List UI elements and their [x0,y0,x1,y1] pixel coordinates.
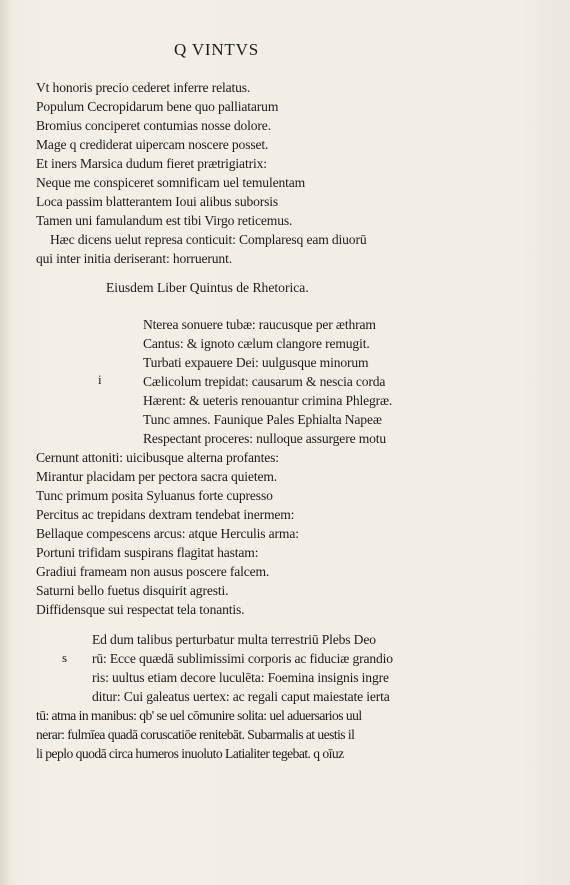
text-line: tū: atma in manibus: qb' se uel cōmunire solita: uel aduersarios uul [36,708,362,723]
text-line: Ed dum talibus perturbatur multa terrestriū Plebs Deo [92,632,376,647]
verse-line: Mirantur placidam per pectora sacra quietem. [36,469,277,484]
verse-line: Tunc amnes. Faunique Pales Ephialta Napeæ [143,412,382,427]
verse-line: Diffidensque sui respectat tela tonantis. [36,602,245,617]
text-line: ris: uultus etiam decore luculēta: Foemina insignis ingre [92,670,389,685]
verse-line: Tunc primum posita Syluanus forte cupresso [36,488,273,503]
text-line: Mage q crediderat uipercam noscere posset. [36,137,269,152]
text-line: Et iners Marsica dudum fieret prætrigiatrix: [36,156,267,171]
verse-line: Cernunt attoniti: uicibusque alterna profantes: [36,450,279,465]
marginal-signature: i [98,372,102,387]
text-line: Loca passim blatterantem Ioui alibus suborsis [36,194,279,209]
verse-line: Turbati expauere Dei: uulgusque minorum [143,355,369,370]
verse-line: Nterea sonuere tubæ: raucusque per æthram [143,317,376,332]
verse-line: Cantus: & ignoto cælum clangore remugit. [143,336,370,351]
verse-line: Cælicolum trepidat: causarum & nescia corda [143,374,386,389]
verse-line: Hærent: & ueteris renouantur crimina Phlegræ. [143,393,393,408]
text-line: qui inter initia deriserant: horruerunt. [36,251,232,266]
section-heading: Eiusdem Liber Quintus de Rhetorica. [106,280,309,295]
text-line: li peplo quodā circa humeros inuoluto Latialiter tegebat. q oīuz [36,746,344,761]
verse-line: Gradiui frameam non ausus poscere falcem. [36,564,270,579]
text-line: nerar: fulmīea quadā coruscatiōe renitebāt. Subarmalis at uestis il [36,727,355,742]
text-line: Populum Cecropidarum bene quo palliatarum [36,99,279,114]
text-line: ditur: Cui galeatus uertex: ac regali caput maiestate ierta [92,689,390,704]
verse-line: Saturni bello fuetus disquirit agresti. [36,583,229,598]
verse-line: Percitus ac trepidans dextram tendebat inermem: [36,507,295,522]
text-line: Hæc dicens uelut represa conticuit: Complaresq eam diuorū [50,232,367,247]
verse-line: Respectant proceres: nulloque assurgere motu [143,431,387,446]
text-line: Neque me conspiceret somnificam uel temulentam [36,175,306,190]
text-line: Vt honoris precio cederet inferre relatus. [36,80,251,95]
page-title: Q VINTVS [174,40,259,59]
text-line: Bromius conciperet contumias nosse dolore. [36,118,271,133]
marginal-signature: s [62,650,68,665]
verse-line: Bellaque compescens arcus: atque Herculis arma: [36,526,299,541]
text-line: rū: Ecce quædā sublimissimi corporis ac fiduciæ grandio [92,651,393,666]
text-line: Tamen uni famulandum est tibi Virgo reticemus. [36,213,293,228]
verse-line: Portuni trifidam suspirans flagitat hastam: [36,545,259,560]
